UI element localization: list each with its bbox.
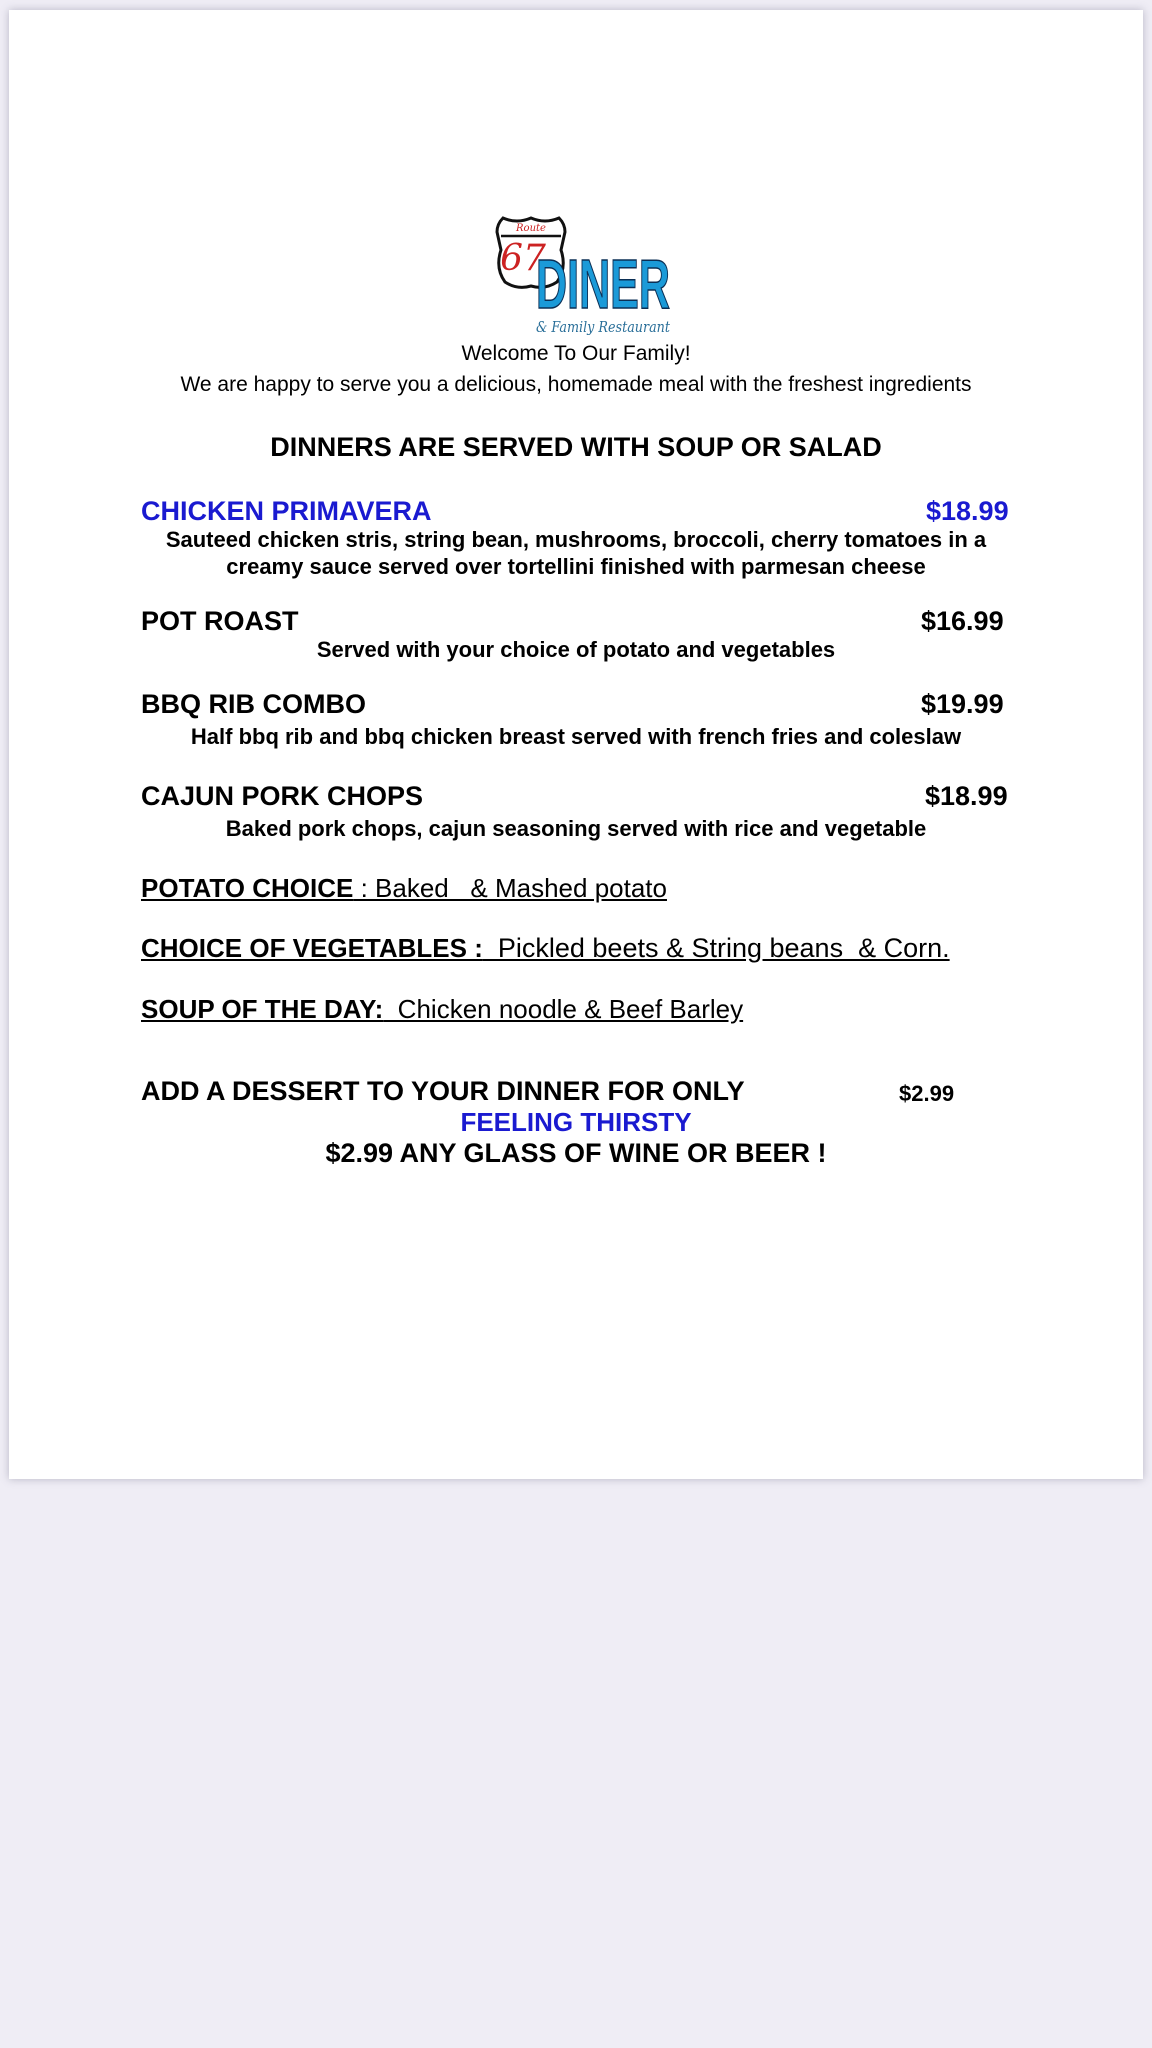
menu-item-name: CAJUN PORK CHOPS [141, 781, 424, 811]
vegetables-choice-value: Pickled beets & String beans & Corn. [482, 933, 950, 963]
logo-subtitle: & Family Restaurant [536, 318, 671, 336]
menu-item-price: $18.99 [926, 496, 1009, 526]
menu-item-description: Served with your choice of potato and vegetables [316, 637, 836, 662]
menu-item-description: Baked pork chops, cajun seasoning served with rice and vegetable [225, 816, 927, 841]
menu-page [9, 10, 1143, 1479]
menu-item-price: $18.99 [925, 781, 1008, 811]
soup-choice-label: SOUP OF THE DAY: [141, 994, 384, 1024]
menu-item-name: BBQ RIB COMBO [141, 689, 366, 719]
tagline-text: We are happy to serve you a delicious, homemade meal with the freshest ingredients [180, 373, 972, 396]
feeling-thirsty-heading: FEELING THIRSTY [460, 1107, 692, 1137]
dessert-offer-price: $2.99 [899, 1081, 955, 1106]
shield-number: 67 [500, 238, 546, 279]
soup-choice-value: Chicken noodle & Beef Barley [383, 994, 744, 1024]
section-heading: DINNERS ARE SERVED WITH SOUP OR SALAD [270, 432, 882, 462]
potato-choice-label: POTATO CHOICE [141, 873, 354, 903]
logo-wordmark: DINER [536, 245, 670, 323]
menu-item-price: $19.99 [921, 689, 1004, 719]
wine-beer-offer: $2.99 ANY GLASS OF WINE OR BEER ! [325, 1138, 827, 1168]
vegetables-choice-line [141, 933, 950, 964]
vegetables-choice-label: CHOICE OF VEGETABLES : [141, 933, 483, 963]
menu-item-price: $16.99 [921, 606, 1004, 636]
potato-choice-line [141, 873, 667, 904]
menu-item-description: Sauteed chicken stris, string bean, mushrooms, broccoli, cherry tomatoes in a [165, 527, 987, 552]
menu-item-name: CHICKEN PRIMAVERA [141, 496, 432, 526]
menu-item-description: creamy sauce served over tortellini finished with parmesan cheese [226, 554, 926, 579]
welcome-text: Welcome To Our Family! [461, 342, 691, 365]
dessert-offer-text: ADD A DESSERT TO YOUR DINNER FOR ONLY [141, 1076, 745, 1106]
shield-top-text: Route [516, 223, 546, 234]
menu-item-name: POT ROAST [141, 606, 299, 636]
potato-choice-value: : Baked & Mashed potato [353, 873, 667, 903]
soup-choice-line [141, 994, 743, 1025]
route-67-diner-logo [487, 210, 687, 338]
menu-item-description: Half bbq rib and bbq chicken breast served with french fries and coleslaw [190, 724, 962, 749]
